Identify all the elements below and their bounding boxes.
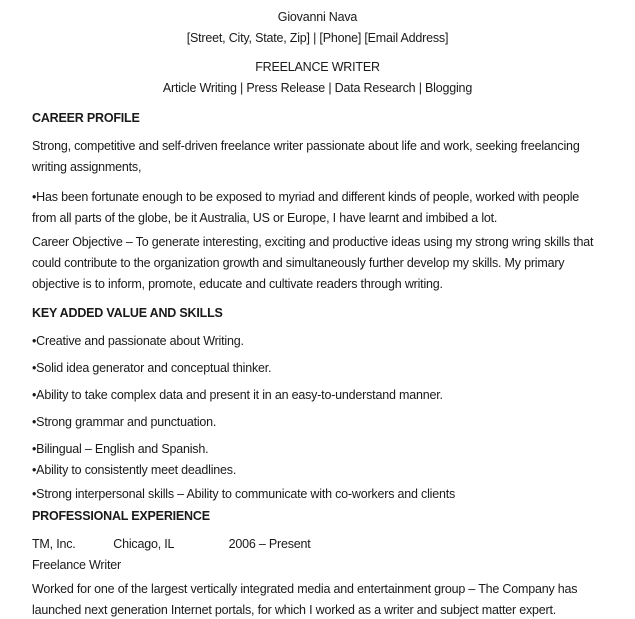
job-header-row	[32, 534, 603, 555]
skill-item: •Ability to take complex data and present it in an easy-to-understand manner.	[32, 388, 443, 402]
job-description: Worked for one of the largest vertically integrated media and entertainment group – The Company has launched next generation Internet portals, for which I worked as a writer and subject matter expert.	[32, 582, 578, 617]
skill-item: •Ability to consistently meet deadlines.	[32, 463, 237, 477]
professional-title: FREELANCE WRITER	[255, 60, 380, 74]
skill-item: •Bilingual – English and Spanish.	[32, 442, 209, 456]
contact-line: [Street, City, State, Zip] | [Phone] [Email Address]	[186, 31, 449, 45]
career-profile-heading: CAREER PROFILE	[32, 111, 140, 125]
skill-item: •Strong interpersonal skills – Ability to communicate with co-workers and clients	[32, 487, 456, 501]
skill-item: •Creative and passionate about Writing.	[32, 334, 244, 348]
skills-section	[32, 303, 603, 505]
profile-experience-paragraph: •Has been fortunate enough to be exposed to myriad and different kinds of people, worked with people from all parts of the globe, be it Australia, US or Europe, I have learnt and imbibed a lot.	[32, 190, 580, 225]
candidate-name: Giovanni Nava	[277, 10, 358, 24]
experience-section	[32, 506, 603, 619]
job-company: TM, Inc.	[32, 537, 76, 551]
job-role: Freelance Writer	[32, 558, 121, 572]
skills-heading: KEY ADDED VALUE AND SKILLS	[32, 306, 223, 320]
career-objective-paragraph: Career Objective – To generate interesting, exciting and productive ideas using my strong wring skills that could contribute to the organization growth and simultaneously further develop my skills. My primary objective is to inform, promote, educate and cultivate readers through writing.	[32, 235, 594, 291]
resume-header	[32, 7, 603, 99]
skill-item: •Solid idea generator and conceptual thinker.	[32, 361, 272, 375]
job-location: Chicago, IL	[113, 537, 175, 551]
job-dates: 2006 – Present	[228, 537, 311, 551]
profile-summary-paragraph: Strong, competitive and self-driven freelance writer passionate about life and work, seeking freelancing writing assignments,	[32, 139, 580, 174]
career-profile-section	[32, 108, 603, 295]
skill-item: •Strong grammar and punctuation.	[32, 415, 217, 429]
experience-heading: PROFESSIONAL EXPERIENCE	[32, 509, 210, 523]
specialties-line: Article Writing | Press Release | Data Research | Blogging	[162, 81, 473, 95]
